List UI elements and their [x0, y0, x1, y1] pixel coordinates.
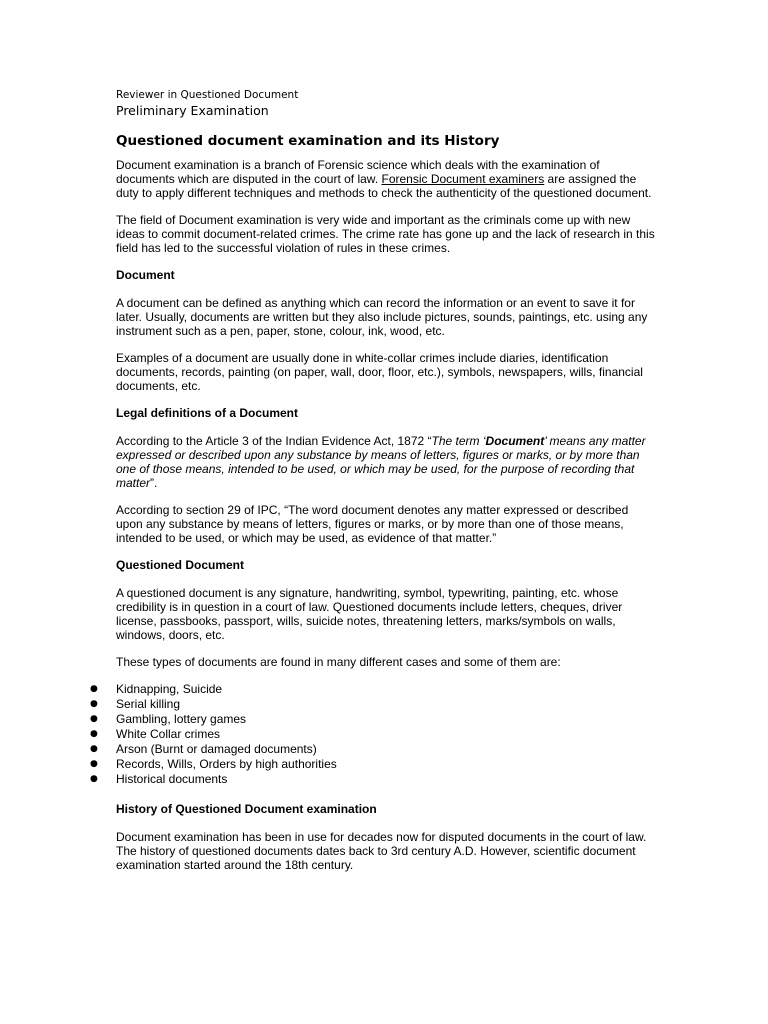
document-paragraph-1: A document can be defined as anything which can record the information or an event to save it for later. Usually, documents are written but they also include pictures, sounds, paintings, etc. using any instrument such as a pen, paper, stone, colour, ink, wood, etc.	[116, 296, 648, 338]
list-item-text: White Collar crimes	[116, 727, 221, 741]
legal-text-end: ”.	[150, 476, 158, 490]
intro-paragraph-1	[116, 158, 656, 200]
case-types-list	[90, 682, 656, 787]
list-item	[90, 682, 656, 697]
bullet-icon: ●	[90, 699, 98, 709]
bullet-icon: ●	[90, 684, 98, 694]
document-subheader: Preliminary Examination	[116, 103, 269, 118]
legal-quote-term: Document	[485, 434, 545, 448]
intro-paragraph-2: The field of Document examination is very wide and important as the criminals come up with new ideas to commit document-related crimes. The crime rate has gone up and the lack of research in this field has led to the successful violation of rules in these crimes.	[116, 213, 655, 255]
history-heading: History of Questioned Document examination	[116, 802, 377, 816]
history-paragraph-1: Document examination has been in use for decades now for disputed documents in the court of law. The history of questioned documents dates back to 3rd century A.D. However, scientific document examination started around the 18th century.	[116, 830, 647, 872]
list-item-text: Serial killing	[116, 697, 181, 711]
bullet-icon: ●	[90, 774, 98, 784]
list-item-text: Arson (Burnt or damaged documents)	[116, 742, 317, 756]
list-item-text: Historical documents	[116, 772, 228, 786]
bullet-icon: ●	[90, 714, 98, 724]
document-header-line: Reviewer in Questioned Document	[116, 89, 299, 101]
list-item	[90, 727, 656, 742]
document-body	[90, 88, 656, 885]
legal-paragraph-2: According to section 29 of IPC, “The word document denotes any matter expressed or described upon any substance by means of letters, figures or marks, or by more than one of those means, intended to be used, or which may be used, as evidence of that matter.”	[116, 503, 629, 545]
bullet-icon: ●	[90, 729, 98, 739]
legal-quote-b: ’ means any matter expressed or described upon any substance by means of letters, figures or marks, or by more than one of those means, intended to be used, or which may be used, for the purpose of recording that matter	[116, 434, 646, 490]
questioned-paragraph-1: A questioned document is any signature, handwriting, symbol, typewriting, painting, etc. whose credibility is in question in a court of law. Questioned documents include letters, cheques, driver license, passbooks, passport, wills, suicide notes, threatening letters, marks/symbols on walls, windows, doors, etc.	[116, 586, 623, 642]
intro-text-a: Document examination is a branch of Forensic science which deals with the examination of documents which are disputed in the court of law.	[116, 158, 600, 186]
list-item	[90, 712, 656, 727]
document-paragraph-2: Examples of a document are usually done in white-collar crimes include diaries, identification documents, records, painting (on paper, wall, door, floor, etc.), symbols, newspapers, wills, financial documents, etc.	[116, 351, 643, 393]
page-title: Questioned document examination and its History	[116, 133, 500, 149]
forensic-examiners-link[interactable]: Forensic Document examiners	[381, 172, 545, 186]
list-item	[90, 742, 656, 757]
intro-text-b: are assigned the duty to apply different techniques and methods to check the authenticity of the questioned document.	[116, 172, 652, 200]
legal-quote-a: The term ‘	[431, 434, 486, 448]
legal-definitions-heading: Legal definitions of a Document	[116, 406, 299, 420]
questioned-paragraph-2: These types of documents are found in many different cases and some of them are:	[116, 655, 561, 669]
list-item-text: Gambling, lottery games	[116, 712, 247, 726]
list-item-text: Kidnapping, Suicide	[116, 682, 223, 696]
list-item	[90, 757, 656, 772]
bullet-icon: ●	[90, 744, 98, 754]
list-item	[90, 772, 656, 787]
questioned-document-heading: Questioned Document	[116, 558, 245, 572]
bullet-icon: ●	[90, 759, 98, 769]
legal-paragraph-1	[116, 434, 656, 490]
list-item-text: Records, Wills, Orders by high authorities	[116, 757, 337, 771]
legal-text-a: According to the Article 3 of the Indian Evidence Act, 1872 “	[116, 434, 432, 448]
list-item	[90, 697, 656, 712]
document-heading: Document	[116, 268, 175, 282]
